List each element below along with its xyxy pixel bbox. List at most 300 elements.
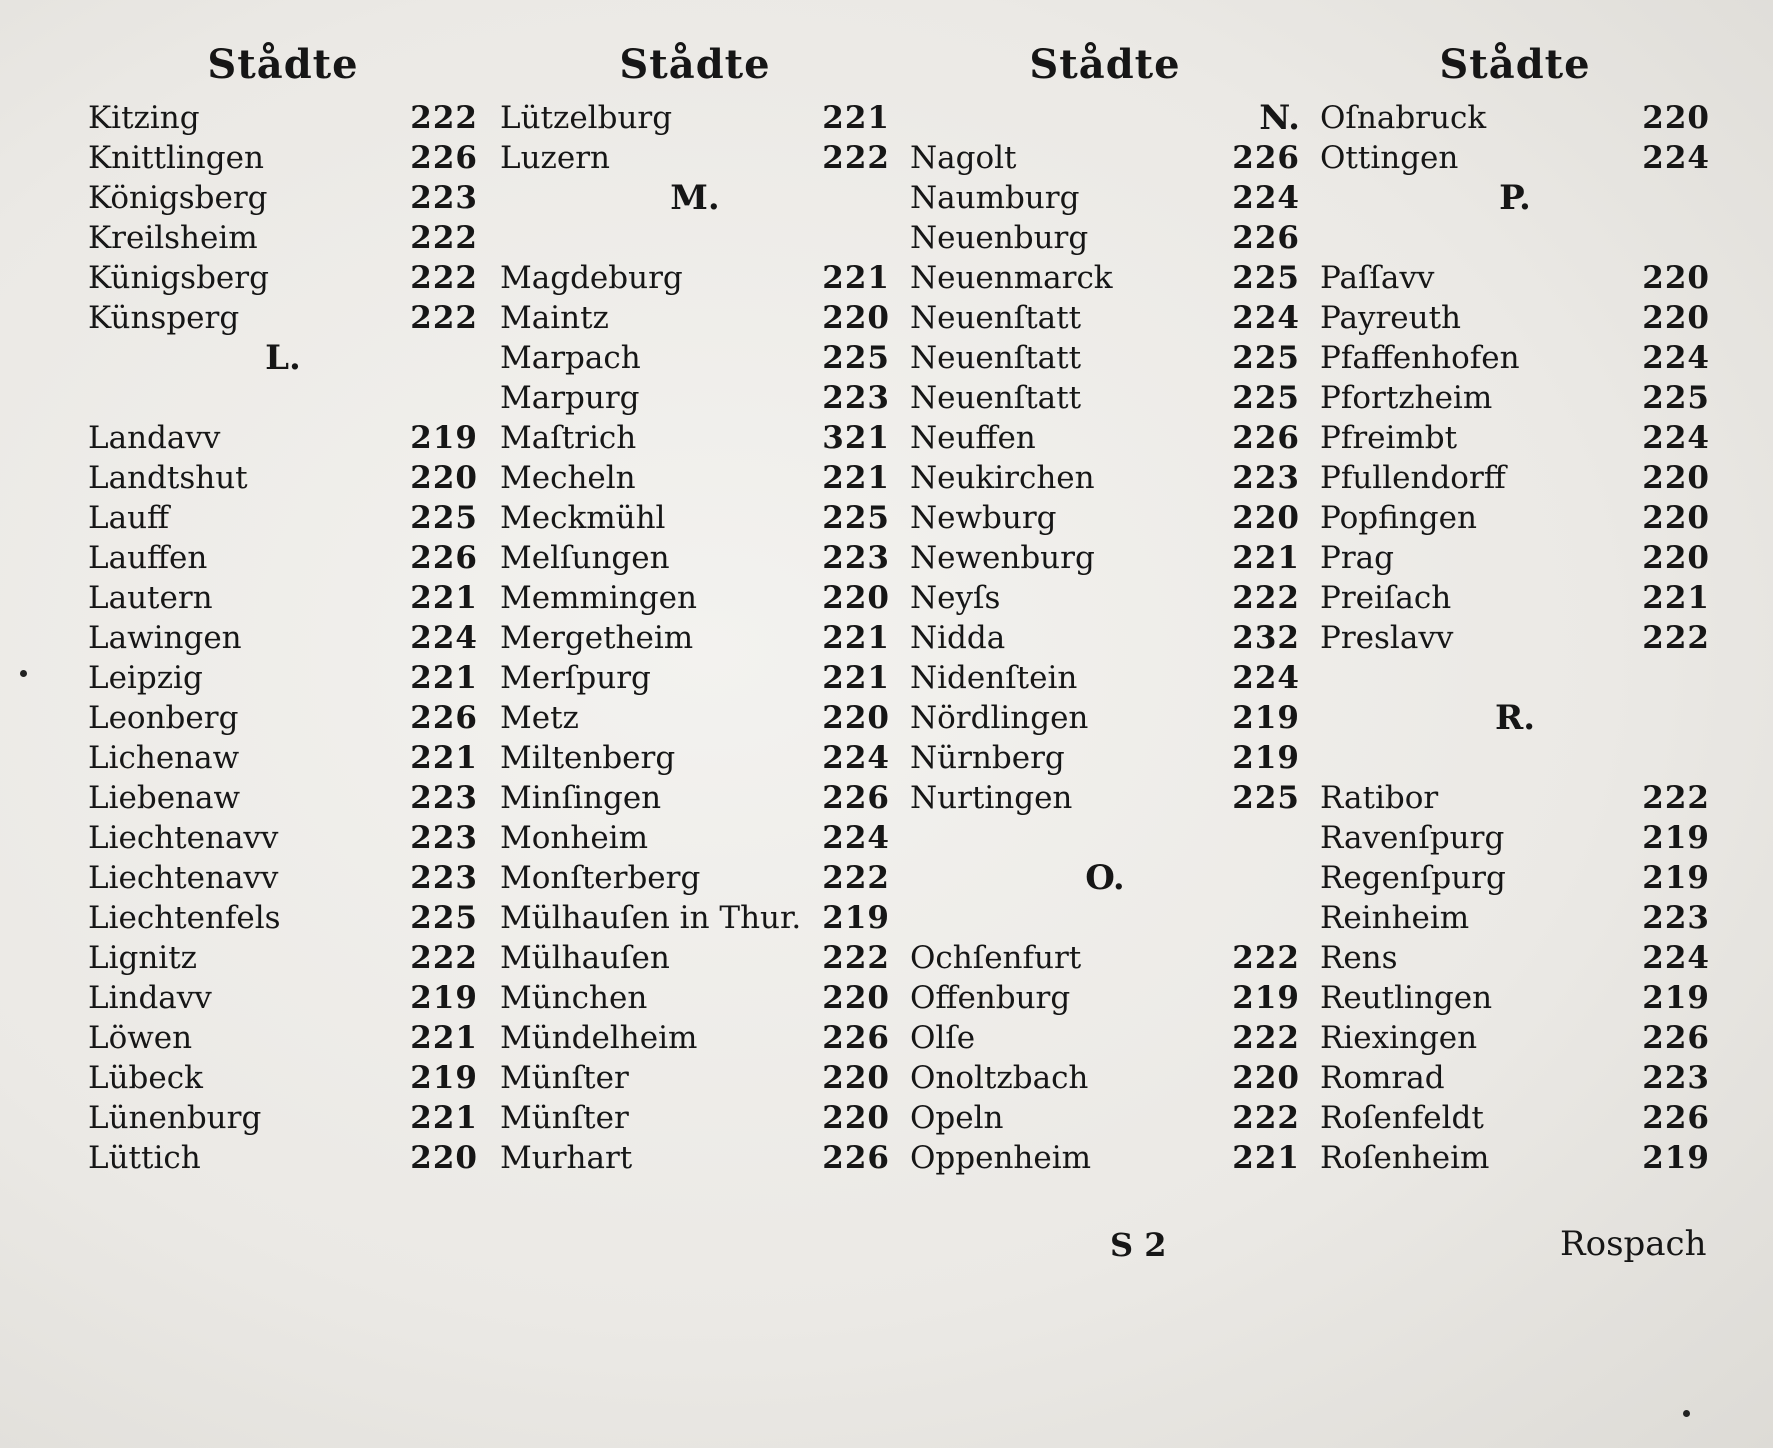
index-entry: [88, 978, 478, 1018]
index-entry: [500, 698, 890, 738]
index-entry: [1320, 778, 1710, 818]
index-entry: [500, 978, 890, 1018]
page-number: 222: [822, 140, 890, 176]
city-name: Neuenſtatt: [910, 340, 1082, 376]
section-letter: M.: [670, 178, 720, 218]
city-name: Lignitz: [88, 940, 198, 976]
city-name: Memmingen: [500, 580, 697, 616]
city-name: Lauffen: [88, 540, 208, 576]
page-number: 223: [822, 540, 890, 576]
city-name: Ravenſpurg: [1320, 820, 1505, 856]
city-name: Neuffen: [910, 420, 1036, 456]
page-number: 225: [822, 500, 890, 536]
city-name: Paſſavv: [1320, 260, 1435, 296]
index-entry: [910, 698, 1300, 738]
index-entry: [1320, 1098, 1710, 1138]
index-entry: [88, 778, 478, 818]
page-number: 225: [1232, 780, 1300, 816]
page-number: 220: [410, 1140, 478, 1176]
city-name: Lüttich: [88, 1140, 201, 1176]
page-number: 223: [1642, 1060, 1710, 1096]
page-number: 223: [410, 860, 478, 896]
index-entry: [1320, 858, 1710, 898]
city-name: Newburg: [910, 500, 1057, 536]
index-entry: [88, 658, 478, 698]
blank-line: [910, 898, 1300, 938]
index-entry: [910, 778, 1300, 818]
page-number: 226: [410, 540, 478, 576]
city-name: Mergetheim: [500, 620, 694, 656]
page-number: 219: [1642, 820, 1710, 856]
city-name: Mülhauſen: [500, 940, 670, 976]
city-name: Prag: [1320, 540, 1395, 576]
city-name: Reutlingen: [1320, 980, 1493, 1016]
section-letter: R.: [1494, 698, 1536, 738]
page-number: 219: [1642, 860, 1710, 896]
index-entry: [88, 1018, 478, 1058]
page-number: 220: [822, 580, 890, 616]
page-number: 224: [1642, 940, 1710, 976]
column-heading: Stådte: [619, 41, 771, 88]
city-name: Marpach: [500, 340, 641, 376]
city-name: Roſenheim: [1320, 1140, 1490, 1176]
ink-speck: [1683, 1410, 1690, 1417]
page-number: 226: [822, 1140, 890, 1176]
page-number: 224: [822, 820, 890, 856]
city-name: Neuenmarck: [910, 260, 1113, 296]
index-entry: [500, 98, 890, 138]
page-number: 219: [410, 420, 478, 456]
index-column-3: [910, 32, 1300, 1178]
index-entry: [88, 1058, 478, 1098]
city-name: Landtshut: [88, 460, 248, 496]
page-number: 220: [1642, 540, 1710, 576]
page-number: 225: [1232, 260, 1300, 296]
city-name: Liechtenfels: [88, 900, 281, 936]
page-number: 221: [410, 1100, 478, 1136]
city-name: Monſterberg: [500, 860, 701, 896]
index-entry: [910, 458, 1300, 498]
index-entry: [500, 138, 890, 178]
index-entry: [910, 498, 1300, 538]
index-entry: [1320, 338, 1710, 378]
index-entry: [910, 1138, 1300, 1178]
city-name: Minſingen: [500, 780, 662, 816]
city-name: Preslavv: [1320, 620, 1454, 656]
page-number: 222: [822, 860, 890, 896]
index-entry: [88, 1138, 478, 1178]
page-number: 220: [1232, 1060, 1300, 1096]
city-name: Newenburg: [910, 540, 1095, 576]
page-number: 223: [1642, 900, 1710, 936]
city-name: Offenburg: [910, 980, 1071, 1016]
page-number: 224: [822, 740, 890, 776]
index-entry: [910, 298, 1300, 338]
city-name: Leipzig: [88, 660, 203, 696]
page-number: 220: [822, 300, 890, 336]
page-number: 224: [1232, 300, 1300, 336]
index-entry: [910, 378, 1300, 418]
blank-line: [500, 218, 890, 258]
city-name: Romrad: [1320, 1060, 1445, 1096]
city-name: Marpurg: [500, 380, 640, 416]
city-name: Murhart: [500, 1140, 633, 1176]
page-number: 221: [822, 620, 890, 656]
city-name: Münſter: [500, 1100, 629, 1136]
index-entry: [88, 618, 478, 658]
page-number: 222: [1232, 940, 1300, 976]
city-name: Lützelburg: [500, 100, 673, 136]
index-entry: [910, 738, 1300, 778]
page-number: 232: [1232, 620, 1300, 656]
index-entry: [1320, 298, 1710, 338]
page-number: 225: [410, 500, 478, 536]
index-entry: [88, 498, 478, 538]
column-heading: Stådte: [1029, 41, 1181, 88]
page-number: 226: [822, 1020, 890, 1056]
city-name: Münſter: [500, 1060, 629, 1096]
index-entry: [910, 538, 1300, 578]
index-entry: [1320, 938, 1710, 978]
index-entry: [88, 98, 478, 138]
page-number: 219: [1232, 980, 1300, 1016]
city-name: Reinheim: [1320, 900, 1470, 936]
index-entry: [500, 778, 890, 818]
section-letter: N.: [1259, 98, 1300, 138]
index-entry: [88, 298, 478, 338]
index-entry: [1320, 1018, 1710, 1058]
page-number: 219: [1642, 1140, 1710, 1176]
page-number: 226: [1642, 1020, 1710, 1056]
index-entry: [910, 1018, 1300, 1058]
index-column-4: [1320, 32, 1710, 1178]
index-entry: [500, 1138, 890, 1178]
page-number: 221: [822, 100, 890, 136]
index-entry: [88, 538, 478, 578]
city-name: Lindavv: [88, 980, 212, 1016]
page-number: 225: [822, 340, 890, 376]
page-number: 225: [1232, 340, 1300, 376]
city-name: Kitzing: [88, 100, 200, 136]
page-number: 221: [1232, 540, 1300, 576]
page-number: 219: [1232, 700, 1300, 736]
city-name: Liebenaw: [88, 780, 241, 816]
page-number: 221: [410, 660, 478, 696]
page-number: 321: [822, 420, 890, 456]
page-number: 220: [1642, 300, 1710, 336]
index-entry: [910, 178, 1300, 218]
page-number: 220: [822, 1060, 890, 1096]
index-entry: [910, 578, 1300, 618]
page-number: 223: [410, 780, 478, 816]
city-name: Pfaffenhofen: [1320, 340, 1520, 376]
page-number: 226: [1642, 1100, 1710, 1136]
column-heading: Stådte: [1439, 41, 1591, 88]
index-entry: [500, 1018, 890, 1058]
city-name: Oppenheim: [910, 1140, 1092, 1176]
index-entry: [1320, 258, 1710, 298]
city-name: Ottingen: [1320, 140, 1459, 176]
city-name: Ratibor: [1320, 780, 1439, 816]
city-name: Nördlingen: [910, 700, 1089, 736]
city-name: Löwen: [88, 1020, 193, 1056]
city-name: Naumburg: [910, 180, 1080, 216]
city-name: Lautern: [88, 580, 213, 616]
index-entry: [910, 1058, 1300, 1098]
blank-line: [1320, 738, 1710, 778]
page-number: 222: [1642, 780, 1710, 816]
index-entry: [500, 738, 890, 778]
city-name: Nidenſtein: [910, 660, 1078, 696]
index-entry: [1320, 98, 1710, 138]
city-name: Miltenberg: [500, 740, 676, 776]
index-entry: [500, 658, 890, 698]
index-entry: [910, 138, 1300, 178]
page-number: 223: [822, 380, 890, 416]
index-entry: [1320, 138, 1710, 178]
city-name: Künsperg: [88, 300, 240, 336]
page-number: 221: [410, 1020, 478, 1056]
city-name: Lichenaw: [88, 740, 240, 776]
index-entry: [500, 298, 890, 338]
city-name: Künigsberg: [88, 260, 269, 296]
city-name: Olſe: [910, 1020, 976, 1056]
blank-line: [910, 818, 1300, 858]
page-number: 220: [1642, 460, 1710, 496]
ink-speck: [20, 670, 27, 677]
index-entry: [910, 978, 1300, 1018]
page-number: 220: [1232, 500, 1300, 536]
city-name: Mündelheim: [500, 1020, 698, 1056]
city-name: Melſungen: [500, 540, 670, 576]
city-name: Knittlingen: [88, 140, 264, 176]
city-name: Preiſach: [1320, 580, 1452, 616]
page-number: 221: [822, 660, 890, 696]
city-name: Roſenfeldt: [1320, 1100, 1484, 1136]
page-number: 223: [1232, 460, 1300, 496]
city-name: Maſtrich: [500, 420, 637, 456]
page-number: 225: [1642, 380, 1710, 416]
city-name: Lünenburg: [88, 1100, 262, 1136]
page-number: 222: [822, 940, 890, 976]
index-entry: [88, 938, 478, 978]
city-name: Pfortzheim: [1320, 380, 1493, 416]
page-number: 222: [1642, 620, 1710, 656]
city-name: Pfreimbt: [1320, 420, 1458, 456]
index-entry: [500, 498, 890, 538]
page-number: 219: [410, 1060, 478, 1096]
index-entry: [1320, 378, 1710, 418]
page-number: 225: [1232, 380, 1300, 416]
index-entry: [88, 418, 478, 458]
page-number: 224: [1232, 660, 1300, 696]
index-entry: [88, 1098, 478, 1138]
page-number: 221: [822, 460, 890, 496]
page-number: 221: [822, 260, 890, 296]
page-number: 224: [1642, 420, 1710, 456]
page-number: 226: [822, 780, 890, 816]
city-name: Popfingen: [1320, 500, 1477, 536]
section-letter: L.: [265, 338, 301, 378]
city-name: Kreilsheim: [88, 220, 258, 256]
page-number: 219: [822, 900, 890, 936]
city-name: Neuenſtatt: [910, 300, 1082, 336]
index-entry: [1320, 1058, 1710, 1098]
city-name: Neukirchen: [910, 460, 1095, 496]
section-letter: P.: [1499, 178, 1531, 218]
page-number: 224: [410, 620, 478, 656]
index-entry: [88, 458, 478, 498]
page-number: 222: [1232, 1100, 1300, 1136]
index-entry: [910, 338, 1300, 378]
page-number: 220: [1642, 260, 1710, 296]
index-entry: [500, 1058, 890, 1098]
city-name: Lauff: [88, 500, 170, 536]
page-number: 226: [1232, 220, 1300, 256]
index-entry: [88, 898, 478, 938]
city-name: Nidda: [910, 620, 1006, 656]
index-entry: [910, 938, 1300, 978]
city-name: Liechtenavv: [88, 860, 279, 896]
page-number: 222: [410, 100, 478, 136]
index-entry: [500, 858, 890, 898]
city-name: Neuenburg: [910, 220, 1089, 256]
city-name: Pfullendorff: [1320, 460, 1506, 496]
city-name: Landavv: [88, 420, 221, 456]
city-name: Onoltzbach: [910, 1060, 1089, 1096]
index-entry: [500, 538, 890, 578]
page-number: 225: [410, 900, 478, 936]
index-entry: [88, 178, 478, 218]
page-number: 220: [822, 700, 890, 736]
index-entry: [88, 218, 478, 258]
page-number: 222: [410, 220, 478, 256]
page-number: 223: [410, 820, 478, 856]
blank-line: [88, 378, 478, 418]
city-name: Riexingen: [1320, 1020, 1478, 1056]
index-entry: [500, 1098, 890, 1138]
index-entry: [1320, 978, 1710, 1018]
city-name: Monheim: [500, 820, 648, 856]
page-number: 224: [1642, 340, 1710, 376]
index-entry: [1320, 618, 1710, 658]
page-number: 220: [822, 1100, 890, 1136]
city-name: Rens: [1320, 940, 1398, 976]
city-name: München: [500, 980, 648, 1016]
blank-line: [1320, 218, 1710, 258]
index-entry: [88, 818, 478, 858]
city-name: Merſpurg: [500, 660, 651, 696]
page-number: 224: [1642, 140, 1710, 176]
column-heading: Stådte: [207, 41, 359, 88]
index-entry: [1320, 458, 1710, 498]
index-entry: [910, 258, 1300, 298]
index-entry: [1320, 498, 1710, 538]
signature-mark: S 2: [1110, 1226, 1167, 1264]
page-number: 221: [410, 740, 478, 776]
page-number: 222: [1232, 580, 1300, 616]
city-name: Königsberg: [88, 180, 268, 216]
page-number: 223: [410, 180, 478, 216]
city-name: Opeln: [910, 1100, 1004, 1136]
index-entry: [1320, 818, 1710, 858]
city-name: Nürnberg: [910, 740, 1065, 776]
index-entry: [910, 418, 1300, 458]
index-column-2: [500, 32, 890, 1178]
city-name: Payreuth: [1320, 300, 1462, 336]
city-name: Neuenſtatt: [910, 380, 1082, 416]
index-entry: [500, 898, 890, 938]
index-entry: [1320, 1138, 1710, 1178]
page-number: 226: [410, 140, 478, 176]
city-name: Mecheln: [500, 460, 636, 496]
page-number: 221: [1642, 580, 1710, 616]
city-name: Liechtenavv: [88, 820, 279, 856]
page-number: 219: [1642, 980, 1710, 1016]
page-number: 224: [1232, 180, 1300, 216]
page-number: 226: [410, 700, 478, 736]
city-name: Luzern: [500, 140, 611, 176]
index-entry: [500, 938, 890, 978]
blank-line: [1320, 658, 1710, 698]
page-number: 221: [1232, 1140, 1300, 1176]
city-name: Lawingen: [88, 620, 242, 656]
city-name: Regenſpurg: [1320, 860, 1506, 896]
city-name: Neyſs: [910, 580, 1001, 616]
city-name: Ochſenfurt: [910, 940, 1082, 976]
index-entry: [1320, 578, 1710, 618]
page-number: 226: [1232, 140, 1300, 176]
index-entry: [500, 378, 890, 418]
city-name: Lübeck: [88, 1060, 203, 1096]
index-entry: [910, 1098, 1300, 1138]
city-name: Metz: [500, 700, 579, 736]
page-number: 222: [410, 260, 478, 296]
index-entry: [910, 218, 1300, 258]
city-name: Oſnabruck: [1320, 100, 1487, 136]
index-entry: [1320, 538, 1710, 578]
catchword: Rospach: [1560, 1224, 1707, 1264]
index-entry: [500, 458, 890, 498]
index-entry: [88, 578, 478, 618]
index-entry: [88, 858, 478, 898]
index-entry: [500, 818, 890, 858]
index-column-1: [88, 32, 478, 1178]
page-number: 219: [410, 980, 478, 1016]
index-entry: [910, 658, 1300, 698]
index-entry: [1320, 898, 1710, 938]
index-entry: [500, 258, 890, 298]
city-name: Meckmühl: [500, 500, 666, 536]
page-number: 222: [410, 940, 478, 976]
page-number: 220: [410, 460, 478, 496]
index-entry: [88, 738, 478, 778]
city-name: Mülhauſen in Thur.: [500, 900, 802, 936]
index-entry: [500, 418, 890, 458]
index-entry: [88, 138, 478, 178]
page-number: 222: [410, 300, 478, 336]
page-number: 222: [1232, 1020, 1300, 1056]
city-name: Nagolt: [910, 140, 1017, 176]
page-number: 226: [1232, 420, 1300, 456]
index-entry: [88, 258, 478, 298]
index-entry: [500, 338, 890, 378]
city-name: Magdeburg: [500, 260, 683, 296]
city-name: Leonberg: [88, 700, 239, 736]
index-entry: [500, 578, 890, 618]
index-entry: [500, 618, 890, 658]
index-entry: [1320, 418, 1710, 458]
